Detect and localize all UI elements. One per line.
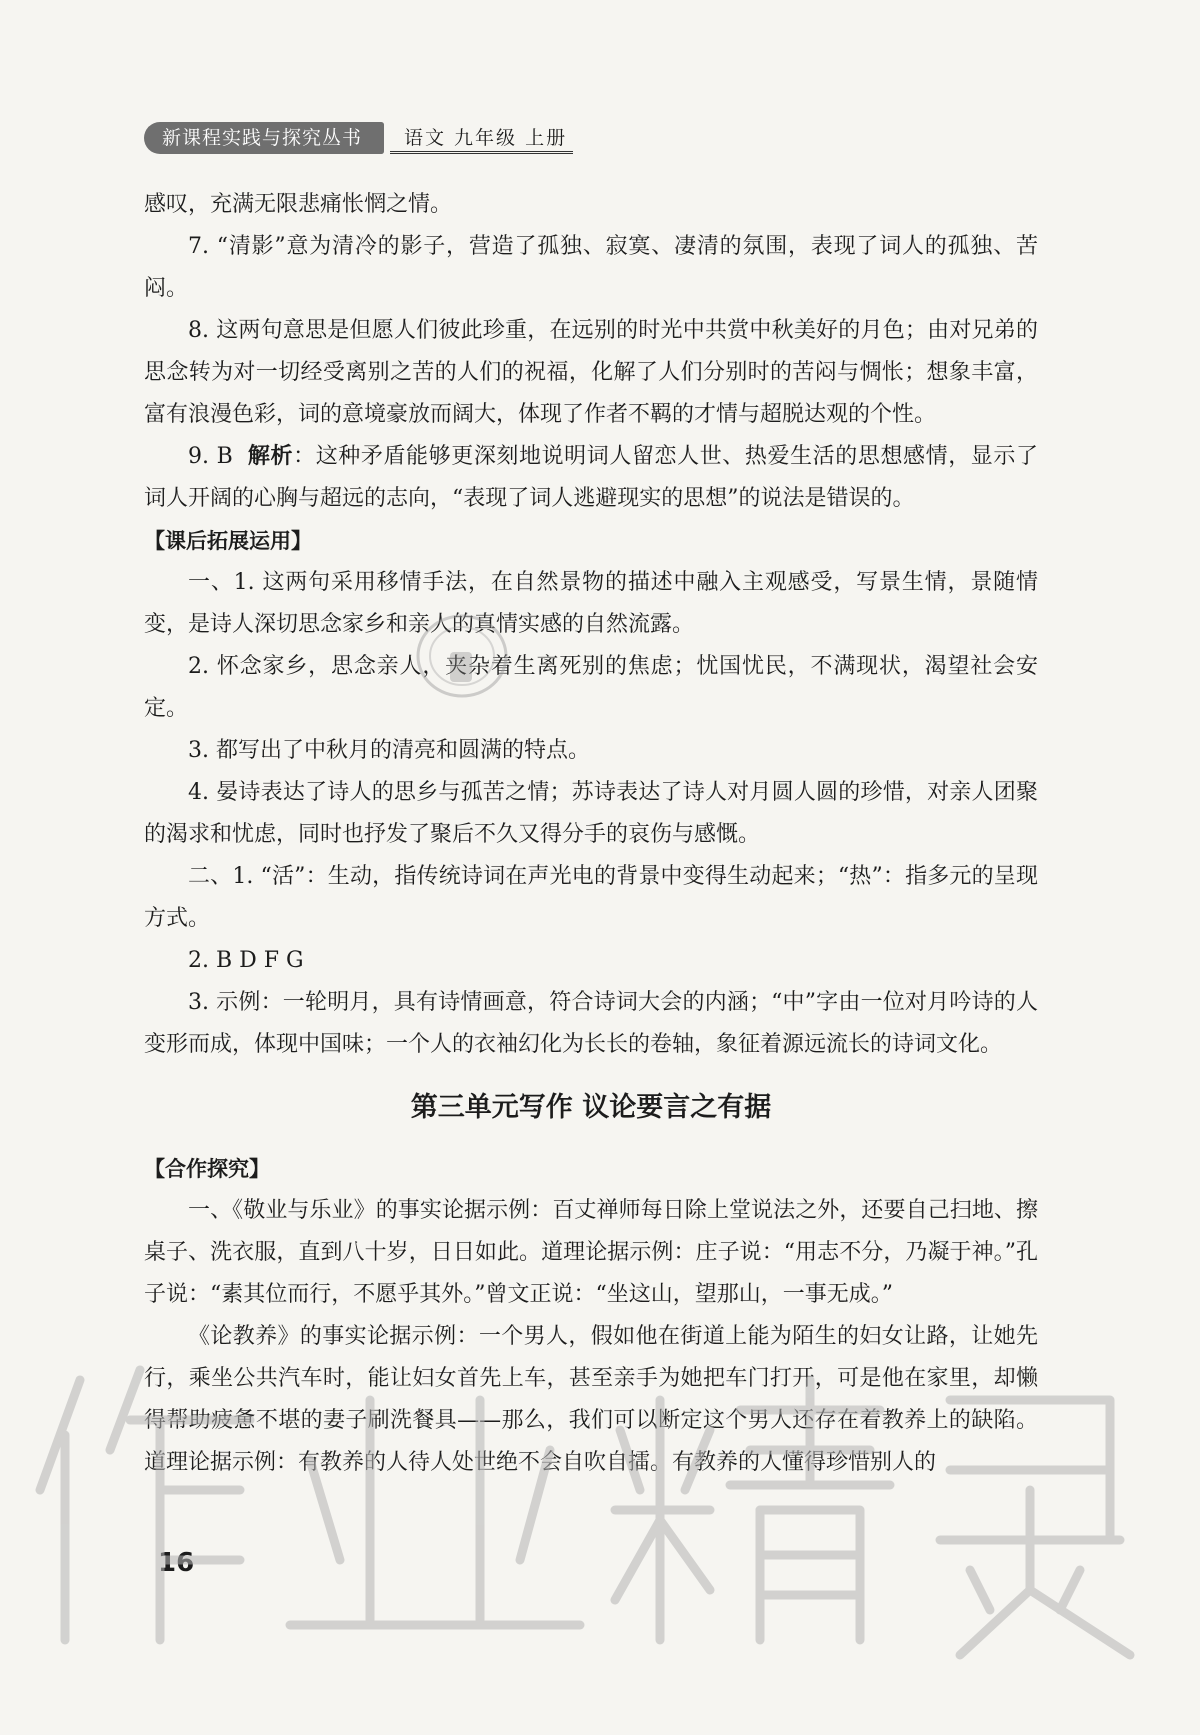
section-label-extension: 【课后拓展运用】 [144, 529, 312, 553]
section-label-cooperation: 【合作探究】 [144, 1157, 270, 1181]
answer-9-choice: 9. B [188, 444, 233, 469]
answer-9 [144, 436, 1038, 520]
cooperation-item: 《论教养》的事实论据示例：一个男人，假如他在街道上能为陌生的妇女让路，让她先行，乘坐公共汽车时，能让妇女首先上车，甚至亲手为她把车门打开，可是他在家里，却懒得帮助疲惫不堪的妻子刷洗餐具——那么，我们可以断定这个男人还存在着教养上的缺陷。道理论据示例：有教养的人待人处世绝不会自吹自擂。有教养的人懂得珍惜别人的 [144, 1324, 1038, 1475]
page-header [144, 120, 573, 154]
chapter-title: 第三单元写作 议论要言之有据 [410, 1092, 772, 1123]
extension-item: 二、1. “活”：生动，指传统诗词在声光电的背景中变得生动起来；“热”：指多元的呈现方式。 [144, 864, 1038, 931]
series-badge: 新课程实践与探究丛书 [144, 122, 384, 154]
main-content [144, 184, 1038, 1484]
extension-item: 3. 都写出了中秋月的清亮和圆满的特点。 [188, 738, 590, 763]
paragraph: 感叹，充满无限悲痛怅惘之情。 [144, 192, 453, 217]
cooperation-item: 一、《敬业与乐业》的事实论据示例：百丈禅师每日除上堂说法之外，还要自己扫地、擦桌子、洗衣服，直到八十岁，日日如此。道理论据示例：庄子说：“用志不分，乃凝于神。”孔子说：“素其位而行，不愿乎其外。”曾文正说：“坐这山，望那山，一事无成。” [144, 1198, 1038, 1307]
answer-7: 7. “清影”意为清冷的影子，营造了孤独、寂寞、凄清的氛围，表现了词人的孤独、苦闷。 [144, 234, 1038, 301]
analysis-text: ：这种矛盾能够更深刻地说明词人留恋人世、热爱生活的思想感情，显示了词人开阔的心胸与超远的志向，“表现了词人逃避现实的思想”的说法是错误的。 [144, 444, 1038, 511]
extension-item: 4. 晏诗表达了诗人的思乡与孤苦之情；苏诗表达了诗人对月圆人圆的珍惜，对亲人团聚的渴求和忧虑，同时也抒发了聚后不久又得分手的哀伤与感慨。 [144, 780, 1038, 847]
page-number: 16 [158, 1548, 195, 1578]
subject-label: 语文 九年级 上册 [390, 127, 573, 154]
extension-item: 2. 怀念家乡，思念亲人，夹杂着生离死别的焦虑；忧国忧民，不满现状，渴望社会安定。 [144, 654, 1038, 721]
extension-item: 一、1. 这两句采用移情手法，在自然景物的描述中融入主观感受，写景生情，景随情变，是诗人深切思念家乡和亲人的真情实感的自然流露。 [144, 570, 1038, 637]
analysis-label: 解析 [247, 444, 294, 469]
answer-8: 8. 这两句意思是但愿人们彼此珍重，在远别的时光中共赏中秋美好的月色；由对兄弟的思念转为对一切经受离别之苦的人们的祝福，化解了人们分别时的苦闷与惆怅；想象丰富，富有浪漫色彩，词的意境豪放而阔大，体现了作者不羁的才情与超脱达观的个性。 [144, 318, 1038, 427]
extension-item: 2. B D F G [188, 948, 304, 973]
extension-item: 3. 示例：一轮明月，具有诗情画意，符合诗词大会的内涵；“中”字由一位对月吟诗的人变形而成，体现中国味；一个人的衣袖幻化为长长的卷轴，象征着源远流长的诗词文化。 [144, 990, 1038, 1057]
